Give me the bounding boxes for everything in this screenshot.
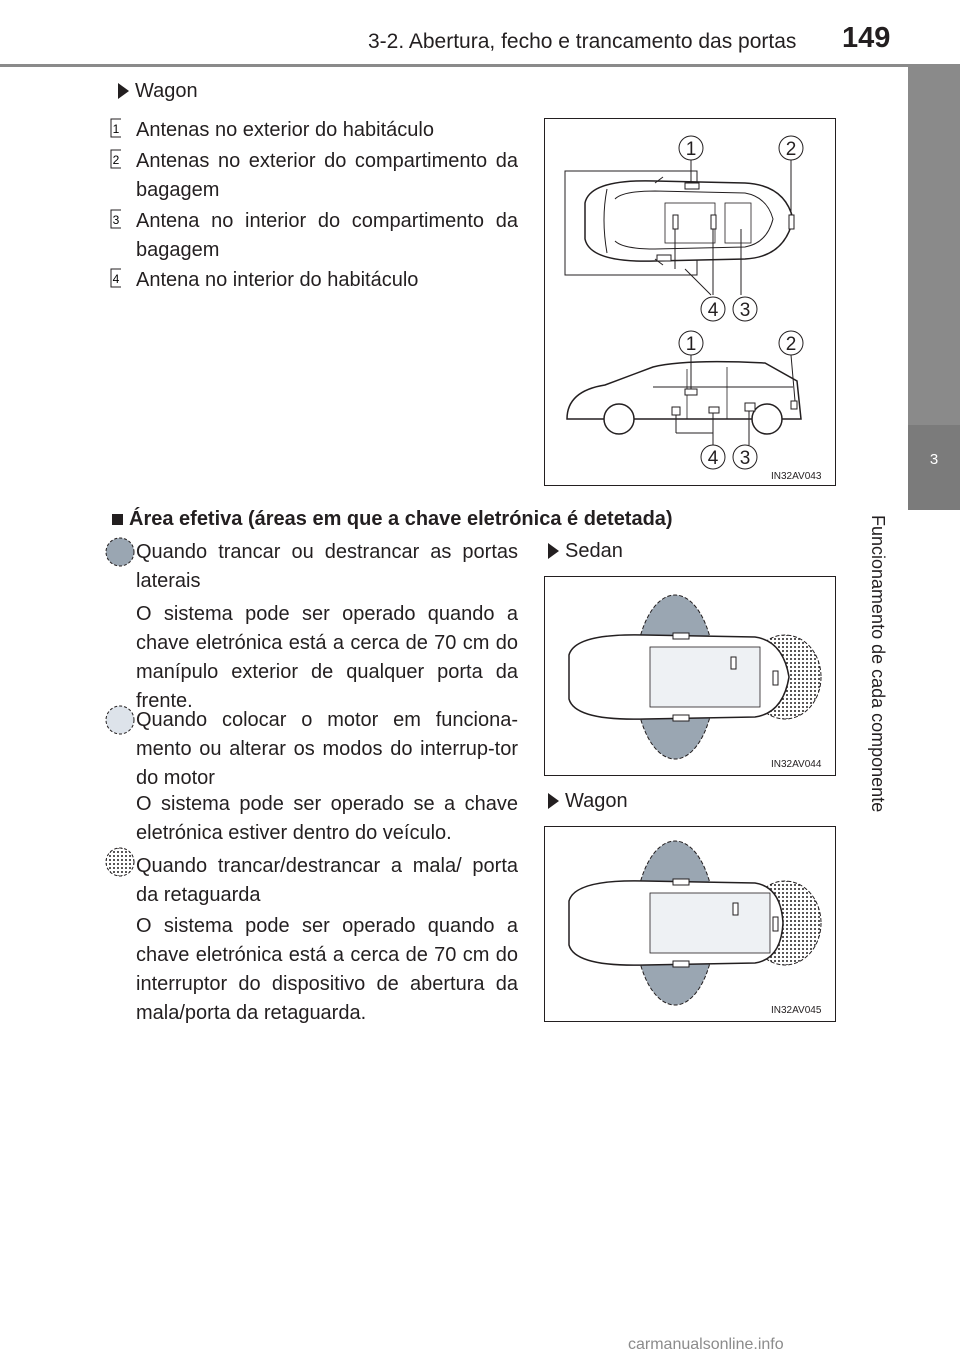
zone-2-title: Quando colocar o motor em funciona-mento ou alterar os modos do interrup-tor do motor [136, 709, 518, 789]
triangle-icon [548, 543, 559, 559]
triangle-icon [118, 83, 129, 99]
wagon-area-figure [544, 826, 836, 1022]
antenna-item-text: Antenas no exterior do compartimento da bagagem [136, 150, 518, 201]
antenna-item-text: Antena no interior do habitáculo [136, 269, 419, 291]
number-3-icon [108, 209, 124, 229]
zone-2-desc: O sistema pode ser operado se a chave eletrónica estiver dentro do veículo. [136, 793, 518, 844]
number-4-icon [108, 268, 124, 288]
zone-cabin-icon [104, 704, 136, 736]
callout-3: 3 [739, 300, 751, 321]
antenna-location-figure [544, 118, 836, 486]
callout-3: 3 [739, 448, 751, 469]
chapter-number: 3 [929, 451, 939, 468]
sedan-area-figure [544, 576, 836, 776]
item-number: 2 [112, 153, 120, 167]
wagon-area-diagram [545, 827, 835, 1021]
antenna-item-text: Antenas no exterior do habitáculo [136, 119, 434, 141]
side-strip [908, 67, 960, 425]
antenna-item-text: Antena no interior do compartimento da bagagem [136, 210, 518, 261]
callout-1: 1 [685, 139, 697, 160]
header-rule [0, 64, 960, 67]
variant-label-text: Sedan [565, 540, 623, 562]
zone-3-desc: O sistema pode ser operado quando a chave eletrónica está a cerca de 70 cm do interruptor do dispositivo de abertura da mala/porta da retaguarda. [136, 915, 518, 1024]
zone-1-desc: O sistema pode ser operado quando a chave eletrónica está a cerca de 70 cm do manípulo exterior de qualquer porta da frente. [136, 603, 518, 712]
watermark: carmanualsonline.info [628, 1336, 784, 1353]
callout-2: 2 [785, 139, 797, 160]
item-number: 3 [112, 213, 120, 227]
callout-2: 2 [785, 334, 797, 355]
section-heading [112, 508, 673, 531]
antenna-diagram [545, 119, 835, 485]
variant-label-text: Wagon [135, 80, 198, 102]
figure-code: IN32AV045 [771, 1005, 822, 1016]
number-1-icon [108, 118, 124, 138]
sedan-area-diagram [545, 577, 835, 775]
variant-label-text: Wagon [565, 790, 628, 812]
zone-1-title: Quando trancar ou destrancar as portas laterais [136, 541, 518, 592]
chapter-title: Funcionamento de cada componente [868, 515, 888, 813]
section-title: 3-2. Abertura, fecho e trancamento das portas [368, 30, 797, 53]
variant-label-sedan [548, 540, 623, 563]
square-bullet-icon [112, 514, 123, 525]
variant-label-wagon [118, 80, 198, 103]
chapter-tab [908, 425, 960, 510]
item-number: 1 [112, 122, 120, 136]
zone-3-title: Quando trancar/destrancar a mala/ porta da retaguarda [136, 855, 518, 906]
item-number: 4 [112, 272, 120, 286]
figure-code: IN32AV043 [771, 471, 822, 482]
variant-label-wagon-area [548, 790, 628, 813]
callout-4: 4 [707, 448, 719, 469]
triangle-icon [548, 793, 559, 809]
zone-front-doors-icon [104, 536, 136, 568]
callout-1: 1 [685, 334, 697, 355]
figure-code: IN32AV044 [771, 759, 822, 770]
section-heading-text: Área efetiva (áreas em que a chave eletrónica é detetada) [129, 508, 673, 530]
zone-trunk-icon [104, 846, 136, 878]
number-2-icon [108, 149, 124, 169]
callout-4: 4 [707, 300, 719, 321]
page-number: 149 [842, 22, 891, 54]
